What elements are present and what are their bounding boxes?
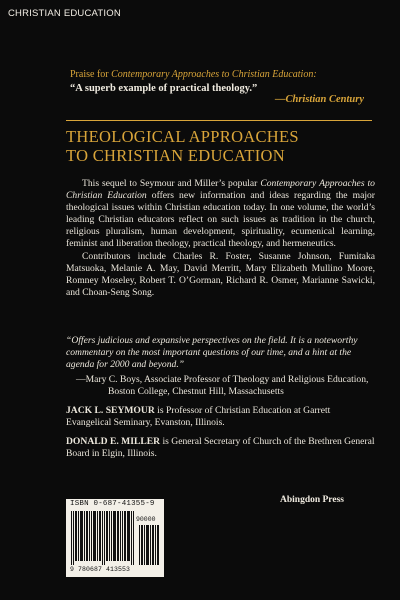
praise-intro-title: Contemporary Approaches to Christian Education: bbox=[111, 69, 317, 80]
praise-quote: “A superb example of practical theology.” bbox=[70, 83, 258, 94]
praise-source: —Christian Century bbox=[275, 94, 364, 105]
book-title-line-1: THEOLOGICAL APPROACHES bbox=[66, 127, 299, 146]
praise-box bbox=[70, 68, 370, 105]
editor-name: JACK L. SEYMOUR bbox=[66, 405, 155, 416]
description-text: offers new information and ideas regarding the major theological issues within Christian education today. In one volume, the world’s leading Christian educators reflect on such issues as tradition in the church, religious pluralism, human development, spirituality, ecumenical learning, feminist and liberation theology, practical theology, and hermeneutics. bbox=[66, 190, 375, 250]
description-paragraph-2: Contributors include Charles R. Foster, Susanne Johnson, Fumitaka Matsuoka, Melanie A. May, David Merritt, Mary Elizabeth Mullino Moore, Romney Moseley, Robert T. O’Gorman, Richard R. Osmer, Marianne Sawicki, and Choan-Seng Song. bbox=[66, 250, 375, 298]
category-label: CHRISTIAN EDUCATION bbox=[8, 8, 121, 19]
praise-intro-prefix: Praise for bbox=[70, 69, 112, 80]
description bbox=[66, 178, 375, 299]
editor-bio-text: is General Secretary of Church of the Brethren General Board in Elgin, Illinois. bbox=[66, 436, 375, 460]
description-book-reference: Contemporary Approaches to Christian Education bbox=[66, 178, 375, 202]
praise-intro bbox=[70, 68, 370, 81]
review-attribution: —Mary C. Boys, Associate Professor of Theology and Religious Education, Boston College, Chestnut Hill, Massachusetts bbox=[76, 374, 369, 398]
book-title-line-2: TO CHRISTIAN EDUCATION bbox=[66, 146, 285, 165]
barcode-supplement: 90000 bbox=[136, 516, 156, 523]
review-quote: “Offers judicious and expansive perspectives on the field. It is a noteworthy commentary on the most important questions of our time, and a hint at the agenda for 2000 and beyond.” bbox=[66, 335, 358, 371]
isbn-text: ISBN 0-687-41355-9 bbox=[70, 500, 155, 508]
editor-bio-miller bbox=[66, 436, 375, 460]
description-paragraph-1 bbox=[66, 178, 375, 251]
editor-bio-text: is Professor of Christian Education at Garrett Evangelical Seminary, Evanston, Illinois. bbox=[66, 405, 331, 429]
book-title bbox=[66, 127, 386, 165]
barcode-digits: 9 780687 413553 bbox=[70, 566, 131, 573]
editor-name: DONALD E. MILLER bbox=[66, 436, 161, 447]
barcode-label bbox=[66, 499, 164, 577]
publisher-name: Abingdon Press bbox=[280, 495, 344, 505]
description-text: This sequel to Seymour and Miller’s popular bbox=[82, 178, 261, 189]
editor-bio-seymour bbox=[66, 405, 375, 429]
divider-rule bbox=[66, 120, 372, 121]
review-block bbox=[66, 335, 375, 398]
